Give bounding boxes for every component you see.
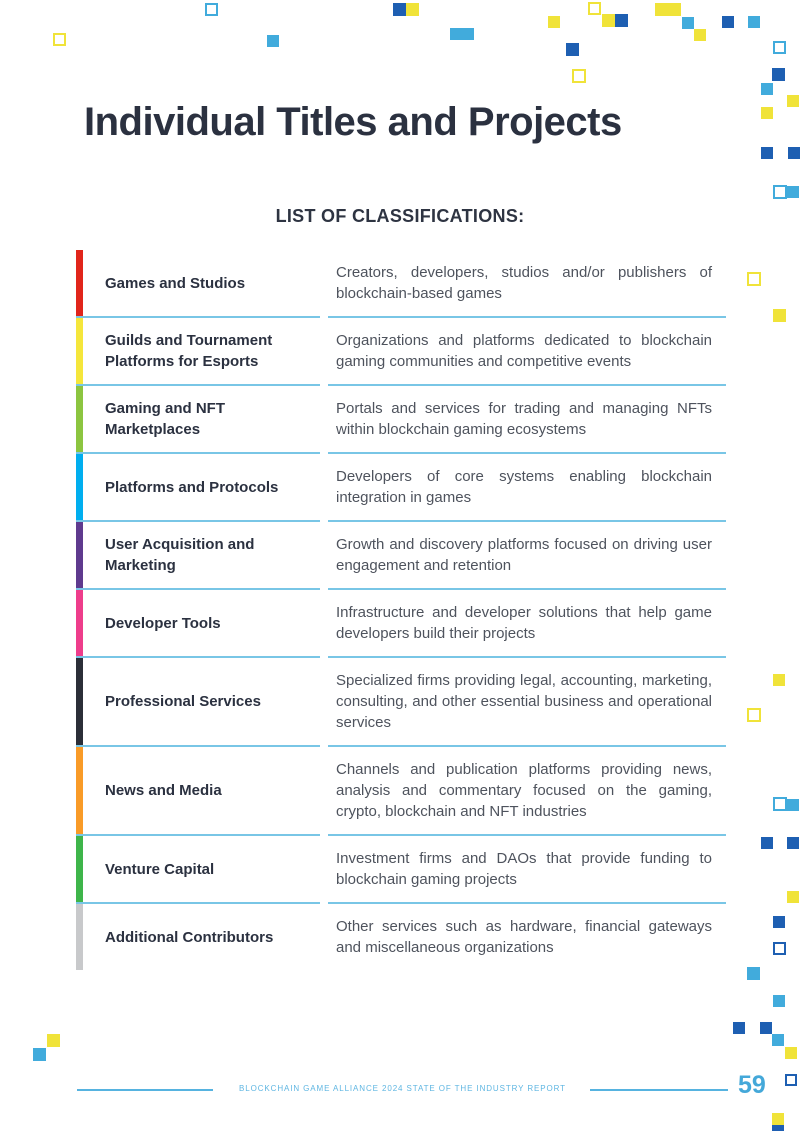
yellow-square <box>787 95 799 107</box>
yellow-outline-square <box>53 33 66 46</box>
light-blue-square <box>748 16 760 28</box>
yellow-outline-square <box>572 69 586 83</box>
dark-blue-square <box>761 147 773 159</box>
category-name: User Acquisition and Marketing <box>105 536 255 574</box>
footer-rule-right <box>590 1089 728 1091</box>
category-description: Organizations and platforms dedicated to blockchain gaming communities and competitive events <box>328 318 726 386</box>
category-color-bar <box>76 836 83 902</box>
page-title: Individual Titles and Projects <box>84 100 622 144</box>
classification-row <box>76 386 726 454</box>
category-description: Growth and discovery platforms focused on driving user engagement and retention <box>328 522 726 590</box>
light-blue-square <box>787 186 799 198</box>
category-description: Investment firms and DAOs that provide funding to blockchain gaming projects <box>328 836 726 904</box>
category-cell <box>76 658 320 747</box>
dark-blue-square <box>773 916 785 928</box>
yellow-square <box>785 1047 797 1059</box>
yellow-square <box>406 3 419 16</box>
light-blue-square <box>450 28 474 40</box>
yellow-outline-square <box>747 708 761 722</box>
yellow-square <box>761 107 773 119</box>
category-cell <box>76 386 320 454</box>
dark-blue-square <box>733 1022 745 1034</box>
category-description: Infrastructure and developer solutions that help game developers build their projects <box>328 590 726 658</box>
category-name: Gaming and NFT Marketplaces <box>105 400 225 438</box>
dark-blue-square <box>787 837 799 849</box>
dark-blue-outline-square <box>785 1074 797 1086</box>
category-cell <box>76 250 320 318</box>
light-blue-outline-square <box>773 797 787 811</box>
list-of-classifications-heading: LIST OF CLASSIFICATIONS: <box>275 206 525 226</box>
yellow-square <box>694 29 706 41</box>
category-name: Games and Studios <box>105 274 246 292</box>
yellow-square <box>655 3 681 16</box>
category-color-bar <box>76 386 83 452</box>
light-blue-square <box>787 799 799 811</box>
category-color-bar <box>76 522 83 588</box>
dark-blue-square <box>393 3 406 16</box>
light-blue-square <box>682 17 694 29</box>
category-cell <box>76 318 320 386</box>
light-blue-outline-square <box>773 41 786 54</box>
category-description: Portals and services for trading and managing NFTs within blockchain gaming ecosystems <box>328 386 726 454</box>
page-number: 59 <box>738 1071 766 1099</box>
classification-row <box>76 250 726 318</box>
dark-blue-square <box>615 14 628 27</box>
dark-blue-outline-square <box>773 942 786 955</box>
dark-blue-square <box>760 1022 772 1034</box>
yellow-outline-square <box>588 2 601 15</box>
classification-row <box>76 318 726 386</box>
category-color-bar <box>76 904 83 970</box>
category-cell <box>76 904 320 970</box>
category-color-bar <box>76 590 83 656</box>
light-blue-outline-square <box>773 185 787 199</box>
category-name: Guilds and Tournament Platforms for Esports <box>105 332 273 370</box>
dark-blue-square <box>772 1125 784 1131</box>
light-blue-square <box>773 995 785 1007</box>
light-blue-square <box>772 1034 784 1046</box>
category-color-bar <box>76 747 83 834</box>
category-cell <box>76 590 320 658</box>
classification-row <box>76 522 726 590</box>
dark-blue-square <box>761 837 773 849</box>
yellow-square <box>787 891 799 903</box>
category-cell <box>76 836 320 904</box>
yellow-square <box>548 16 560 28</box>
category-description: Developers of core systems enabling blockchain integration in games <box>328 454 726 522</box>
light-blue-square <box>761 83 773 95</box>
classification-row <box>76 747 726 836</box>
category-cell <box>76 454 320 522</box>
category-name: Developer Tools <box>105 614 221 632</box>
category-name: Professional Services <box>105 693 261 710</box>
category-description: Creators, developers, studios and/or publishers of blockchain-based games <box>328 250 726 318</box>
dark-blue-square <box>722 16 734 28</box>
yellow-square <box>773 674 785 686</box>
category-color-bar <box>76 250 83 316</box>
category-description: Other services such as hardware, financial gateways and miscellaneous organizations <box>336 918 712 956</box>
classification-row <box>76 454 726 522</box>
classification-row <box>76 658 726 747</box>
category-cell <box>76 747 320 836</box>
light-blue-square <box>267 35 279 47</box>
dark-blue-square <box>566 43 579 56</box>
yellow-square <box>47 1034 60 1047</box>
yellow-square <box>773 309 786 322</box>
light-blue-square <box>747 967 760 980</box>
footer-rule-left <box>77 1089 213 1091</box>
dark-blue-square <box>772 68 785 81</box>
classifications-table <box>76 250 726 970</box>
dark-blue-square <box>788 147 800 159</box>
category-name: Venture Capital <box>105 860 215 878</box>
category-name: Platforms and Protocols <box>105 478 279 496</box>
yellow-square <box>772 1113 784 1125</box>
category-color-bar <box>76 318 83 384</box>
category-color-bar <box>76 454 83 520</box>
yellow-square <box>602 14 615 27</box>
category-description: Channels and publication platforms providing news, analysis and commentary focused on the gaming, crypto, blockchain and NFT industries <box>328 747 726 836</box>
category-cell <box>76 522 320 590</box>
classification-row <box>76 836 726 904</box>
category-color-bar <box>76 658 83 745</box>
category-name: News and Media <box>105 782 222 799</box>
classification-row <box>76 904 726 970</box>
category-description: Specialized firms providing legal, accounting, marketing, consulting, and other essential business and operational services <box>328 658 726 747</box>
yellow-outline-square <box>747 272 761 286</box>
footer-report-title: BLOCKCHAIN GAME ALLIANCE 2024 STATE OF THE INDUSTRY REPORT <box>239 1084 566 1093</box>
classification-row <box>76 590 726 658</box>
light-blue-square <box>33 1048 46 1061</box>
category-name: Additional Contributors <box>105 928 274 946</box>
light-blue-outline-square <box>205 3 218 16</box>
